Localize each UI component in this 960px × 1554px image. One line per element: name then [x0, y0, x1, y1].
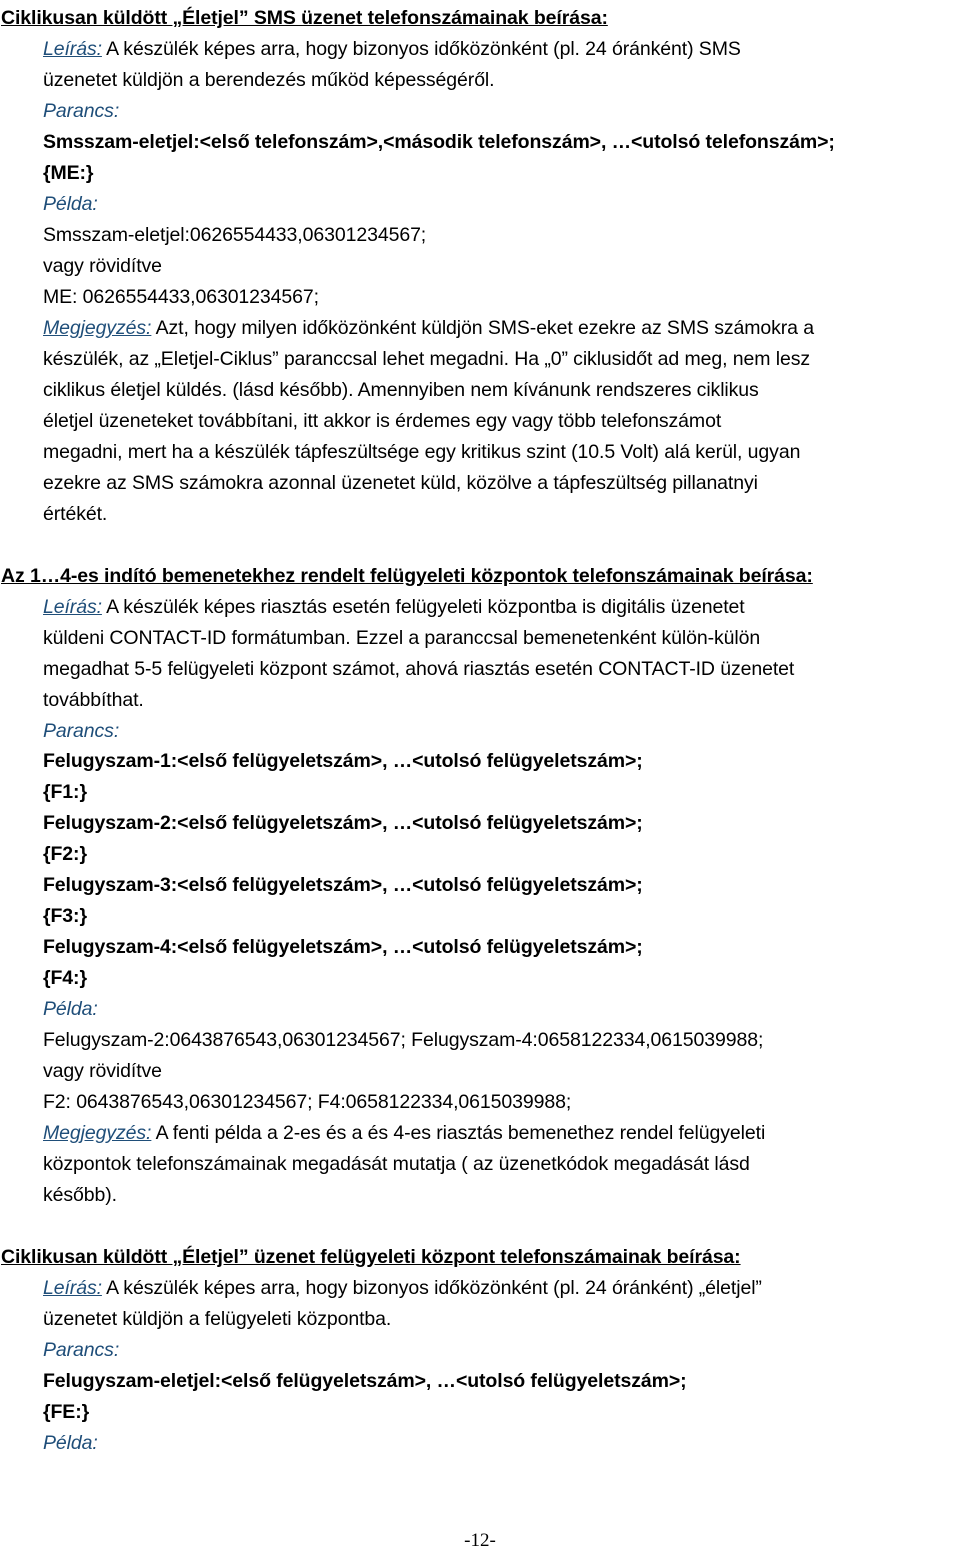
pelda-label: Példa: — [43, 1432, 98, 1454]
description-text: továbbíthat. — [43, 689, 144, 711]
section-3-description — [43, 1273, 762, 1304]
section-3-heading: Ciklikusan küldött „Életjel” üzenet felügyeleti központ telefonszámainak beírása: — [1, 1246, 741, 1268]
description-text: üzenetet küldjön a felügyeleti központba. — [43, 1308, 392, 1330]
description-text: A készülék képes arra, hogy bizonyos időközönként (pl. 24 óránként) SMS — [101, 38, 741, 60]
example-text: Felugyszam-2:0643876543,06301234567; Felugyszam-4:0658122334,0615039988; — [43, 1029, 764, 1051]
leiras-label: Leírás: — [43, 1277, 102, 1299]
command-short-form: {F2:} — [43, 843, 87, 865]
section-2-note — [43, 1118, 765, 1149]
note-text: központok telefonszámainak megadását mutatja ( az üzenetkódok megadását lásd — [43, 1153, 750, 1175]
note-text: később). — [43, 1184, 117, 1206]
command-short-form: {F1:} — [43, 781, 87, 803]
parancs-label: Parancs: — [43, 1339, 120, 1361]
command-syntax: Smsszam-eletjel:<első telefonszám>,<második telefonszám>, …<utolsó telefonszám>; — [43, 131, 835, 153]
section-2-description — [43, 592, 745, 623]
leiras-label: Leírás: — [43, 38, 102, 60]
pelda-label: Példa: — [43, 193, 98, 215]
section-1-description — [43, 34, 741, 65]
note-text: megadni, mert ha a készülék tápfeszültsége egy kritikus szint (10.5 Volt) alá kerül, ugyan — [43, 441, 801, 463]
example-text: Smsszam-eletjel:0626554433,06301234567; — [43, 224, 427, 246]
pelda-label: Példa: — [43, 998, 98, 1020]
note-text: életjel üzeneteket továbbítani, itt akkor is érdemes egy vagy több telefonszámot — [43, 410, 722, 432]
parancs-label: Parancs: — [43, 720, 120, 742]
command-short-form: {F3:} — [43, 905, 87, 927]
command-syntax: Felugyszam-1:<első felügyeletszám>, …<utolsó felügyeletszám>; — [43, 750, 643, 772]
megjegyzes-label: Megjegyzés: — [43, 1122, 152, 1144]
note-text: készülék, az „Eletjel-Ciklus” paranccsal lehet megadni. Ha „0” ciklusidőt ad meg, nem lesz — [43, 348, 810, 370]
section-2-heading: Az 1…4-es indító bemenetekhez rendelt felügyeleti központok telefonszámainak beírása: — [1, 565, 813, 587]
parancs-label: Parancs: — [43, 100, 120, 122]
command-syntax: Felugyszam-4:<első felügyeletszám>, …<utolsó felügyeletszám>; — [43, 936, 643, 958]
note-text: értékét. — [43, 503, 108, 525]
description-text: A készülék képes arra, hogy bizonyos időközönként (pl. 24 óránként) „életjel” — [101, 1277, 762, 1299]
note-text: Azt, hogy milyen időközönként küldjön SMS-eket ezekre az SMS számokra a — [151, 317, 814, 339]
note-text: A fenti példa a 2-es és a és 4-es riasztás bemenethez rendel felügyeleti — [151, 1122, 766, 1144]
description-text: A készülék képes riasztás esetén felügyeleti központba is digitális üzenetet — [101, 596, 745, 618]
note-text: ciklikus életjel küldés. (lásd később). Amennyiben nem kívánunk rendszeres ciklikus — [43, 379, 759, 401]
megjegyzes-label: Megjegyzés: — [43, 317, 152, 339]
command-short-form: {F4:} — [43, 967, 87, 989]
note-text: ezekre az SMS számokra azonnal üzenetet küld, közölve a tápfeszültség pillanatnyi — [43, 472, 758, 494]
section-1-note — [43, 313, 814, 344]
command-syntax: Felugyszam-eletjel:<első felügyeletszám>, …<utolsó felügyeletszám>; — [43, 1370, 687, 1392]
description-text: üzenetet küldjön a berendezés működ képességéről. — [43, 69, 495, 91]
example-text: vagy rövidítve — [43, 255, 162, 277]
command-short-form: {FE:} — [43, 1401, 90, 1423]
command-syntax: Felugyszam-2:<első felügyeletszám>, …<utolsó felügyeletszám>; — [43, 812, 643, 834]
example-text: vagy rövidítve — [43, 1060, 162, 1082]
command-short-form: {ME:} — [43, 162, 94, 184]
description-text: küldeni CONTACT-ID formátumban. Ezzel a paranccsal bemenetenként külön-külön — [43, 627, 761, 649]
description-text: megadhat 5-5 felügyeleti központ számot, ahová riasztás esetén CONTACT-ID üzenetet — [43, 658, 795, 680]
section-1-heading: Ciklikusan küldött „Életjel” SMS üzenet telefonszámainak beírása: — [1, 7, 608, 29]
example-text: F2: 0643876543,06301234567; F4:0658122334,0615039988; — [43, 1091, 572, 1113]
example-text: ME: 0626554433,06301234567; — [43, 286, 319, 308]
leiras-label: Leírás: — [43, 596, 102, 618]
page-number: -12- — [464, 1530, 496, 1551]
command-syntax: Felugyszam-3:<első felügyeletszám>, …<utolsó felügyeletszám>; — [43, 874, 643, 896]
